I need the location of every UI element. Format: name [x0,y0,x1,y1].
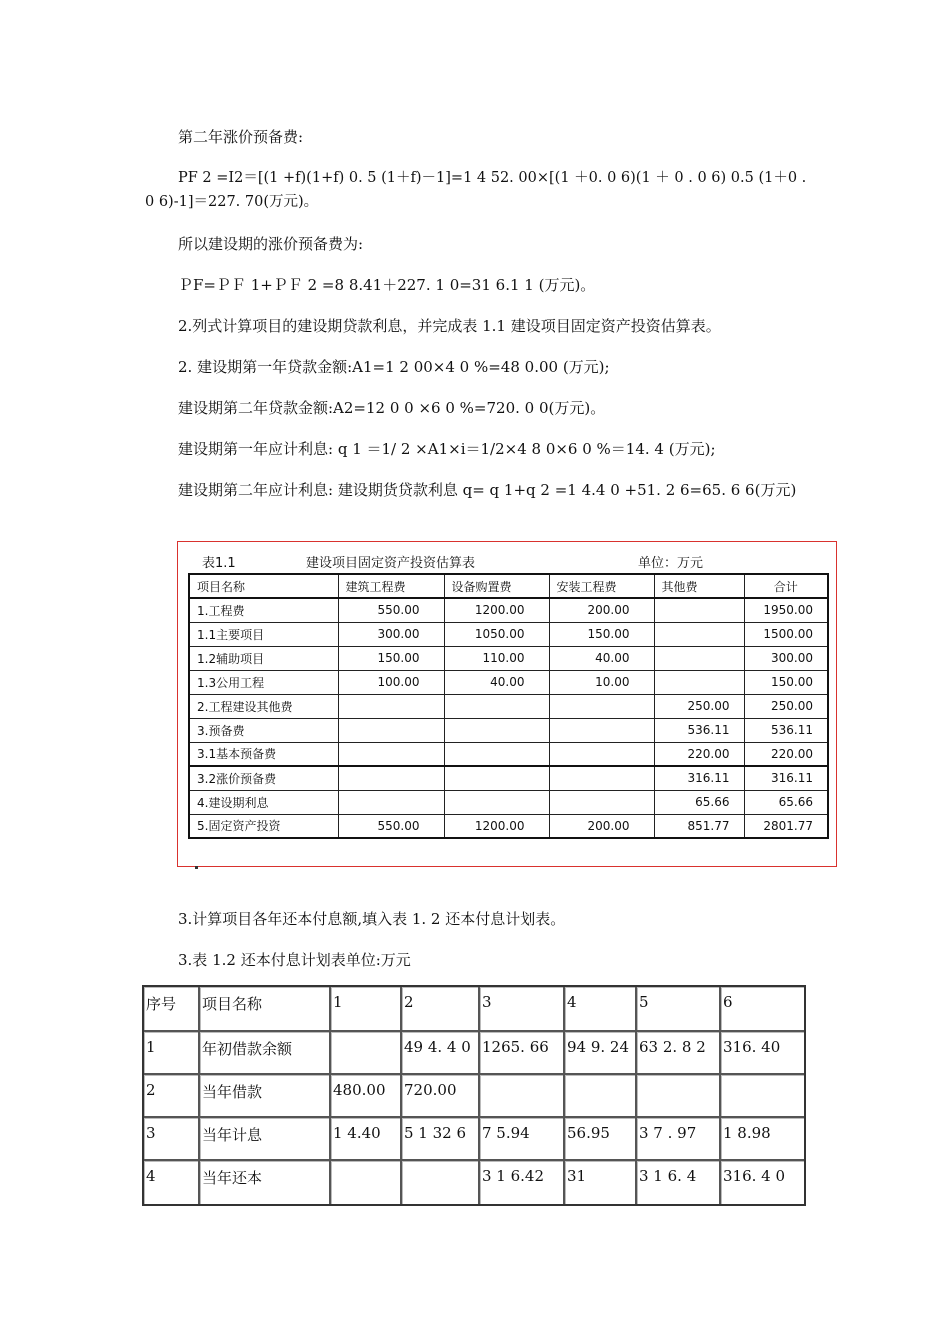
table-cell: 49 4. 4 0 [402,1032,480,1075]
table-row [189,622,828,646]
paragraph-loan-year1: 2. 建设期第一年贷款金额:A1=1 2 00×4 0 %=48 0.00 (万元); [178,358,610,376]
table-cell: 7 5.94 [480,1118,565,1161]
table-cell: 63 2. 8 2 [637,1032,721,1075]
table-cell [721,1075,804,1118]
table-cell: 1.2辅助项目 [189,646,338,670]
table-cell: 1200.00 [444,598,549,622]
table-cell: 40.00 [444,670,549,694]
table-row [189,598,828,622]
table-cell: 31 [565,1161,637,1204]
table-cell [338,766,444,790]
table-cell: 10.00 [549,670,654,694]
table-cell: 当年借款 [200,1075,331,1118]
table-cell: 3 1 6.42 [480,1161,565,1204]
table-1-1-label: 表1.1 [202,556,236,571]
table-cell [338,718,444,742]
table-row [189,814,828,838]
table-cell: 1500.00 [744,622,828,646]
column-header: 其他费 [654,574,744,598]
paragraph-pf2-formula: PF 2 =I2＝[(1 +f)(1+f) 0. 5 (1＋f)－1]=1 4 52. 00×[(1 ＋0. 0 6)(1 ＋ 0 . 0 6) 0.5 (1＋0 . 0 6)-1]＝227. 70(万元)。 [145,170,811,210]
table-cell [338,790,444,814]
table-cell [444,790,549,814]
table-cell: 56.95 [565,1118,637,1161]
table-cell: 851.77 [654,814,744,838]
table-cell: 2 [144,1075,200,1118]
table-cell: 3 1 6. 4 [637,1161,721,1204]
table-cell: 当年计息 [200,1118,331,1161]
paragraph-pf-total: ＰF=ＰＦ 1+ＰＦ 2 =8 8.41＋227. 1 0=31 6.1 1 (万元)。 [178,276,596,294]
column-header: 建筑工程费 [338,574,444,598]
table-cell: 2801.77 [744,814,828,838]
table-cell: 150.00 [338,646,444,670]
table-cell: 550.00 [338,814,444,838]
table-cell: 300.00 [338,622,444,646]
table-cell [444,718,549,742]
table-cell: 65.66 [744,790,828,814]
table-cell: 316. 40 [721,1032,804,1075]
table-cell [338,742,444,766]
table-row [189,646,828,670]
table-cell: 3 [480,987,565,1032]
column-header: 设备购置费 [444,574,549,598]
table-cell: 2 [402,987,480,1032]
table-cell: 5.固定资产投资 [189,814,338,838]
table-cell: 1050.00 [444,622,549,646]
table-row [144,1161,804,1204]
table-cell: 1 [144,1032,200,1075]
table-cell [565,1075,637,1118]
table-cell: 65.66 [654,790,744,814]
paragraph-table-1-2-caption: 3.表 1.2 还本付息计划表单位:万元 [178,951,411,969]
table-row [189,742,828,766]
table-cell: 316.11 [744,766,828,790]
table-cell: 1.3公用工程 [189,670,338,694]
column-header: 安装工程费 [549,574,654,598]
table-cell: 年初借款余额 [200,1032,331,1075]
table-1-2-header-row [144,987,804,1032]
table-row [144,1075,804,1118]
table-cell [331,1161,402,1204]
table-1-1-title: 建设项目固定资产投资估算表 [306,556,476,571]
table-cell: 100.00 [338,670,444,694]
table-1-2 [142,985,806,1206]
table-cell: 序号 [144,987,200,1032]
table-cell: 当年还本 [200,1161,331,1204]
table-cell: 220.00 [654,742,744,766]
table-cell: 316. 4 0 [721,1161,804,1204]
paragraph-construction-pf-heading: 所以建设期的涨价预备费为: [178,235,364,253]
table-cell: 1 [331,987,402,1032]
table-cell [480,1075,565,1118]
table-cell [637,1075,721,1118]
table-1-1-unit: 单位：万元 [638,556,704,571]
paragraph-question-3: 3.计算项目各年还本付息额,填入表 1. 2 还本付息计划表。 [178,910,566,928]
table-cell: 300.00 [744,646,828,670]
table-cell: 110.00 [444,646,549,670]
table-row [189,790,828,814]
paragraph-interest-year2: 建设期第二年应计利息: 建设期货贷款利息 q= q 1+q 2 =1 4.4 0 +51. 2 6=65. 6 6(万元) [178,481,797,499]
table-cell: 2.工程建设其他费 [189,694,338,718]
paragraph-second-year-heading: 第二年涨价预备费: [178,128,304,146]
paragraph-interest-year1: 建设期第一年应计利息: q 1 ＝1/ 2 ×A1×i＝1/2×4 8 0×6 0 %＝14. 4 (万元); [178,440,716,458]
column-header: 项目名称 [189,574,338,598]
table-cell: 1 4.40 [331,1118,402,1161]
table-cell [331,1032,402,1075]
table-cell [654,646,744,670]
table-cell: 1 8.98 [721,1118,804,1161]
table-cell [549,718,654,742]
table-cell: 150.00 [549,622,654,646]
table-row [189,670,828,694]
table-cell: 94 9. 24 [565,1032,637,1075]
table-cell: 250.00 [744,694,828,718]
stray-dot-mark [195,866,198,869]
table-1-1-caption [202,550,822,572]
table-cell: 3 [144,1118,200,1161]
table-cell [549,766,654,790]
table-cell: 40.00 [549,646,654,670]
table-cell: 316.11 [654,766,744,790]
table-cell: 1950.00 [744,598,828,622]
table-cell: 150.00 [744,670,828,694]
table-cell: 1265. 66 [480,1032,565,1075]
table-cell: 536.11 [744,718,828,742]
table-cell: 536.11 [654,718,744,742]
table-cell [402,1161,480,1204]
table-cell [654,598,744,622]
table-row [189,694,828,718]
table-cell: 6 [721,987,804,1032]
table-cell [549,694,654,718]
table-cell [654,622,744,646]
table-cell: 200.00 [549,598,654,622]
table-cell: 480.00 [331,1075,402,1118]
table-cell: 200.00 [549,814,654,838]
table-cell: 4 [144,1161,200,1204]
table-cell: 4 [565,987,637,1032]
table-1-1-header-row [189,574,828,598]
table-cell: 3.2涨价预备费 [189,766,338,790]
table-cell [444,766,549,790]
table-row [189,718,828,742]
column-header: 合计 [744,574,828,598]
table-cell: 3.预备费 [189,718,338,742]
table-cell [338,694,444,718]
table-cell: 1.工程费 [189,598,338,622]
table-row [144,1032,804,1075]
paragraph-loan-year2: 建设期第二年贷款金额:A2=12 0 0 ×6 0 %=720. 0 0(万元)。 [178,399,606,417]
table-cell: 1.1主要项目 [189,622,338,646]
table-cell [549,742,654,766]
table-cell [654,670,744,694]
table-cell: 550.00 [338,598,444,622]
table-row [189,766,828,790]
table-cell: 3 7 . 97 [637,1118,721,1161]
table-cell [549,790,654,814]
table-1-1-frame [177,541,837,867]
table-cell: 5 1 32 6 [402,1118,480,1161]
table-cell: 1200.00 [444,814,549,838]
paragraph-question-2: 2.列式计算项目的建设期贷款利息，并完成表 1.1 建设项目固定资产投资估算表。 [178,317,721,335]
table-cell: 4.建设期利息 [189,790,338,814]
table-cell: 项目名称 [200,987,331,1032]
table-cell [444,694,549,718]
table-1-1 [188,573,829,839]
table-cell: 3.1基本预备费 [189,742,338,766]
table-cell: 5 [637,987,721,1032]
table-row [144,1118,804,1161]
table-cell: 220.00 [744,742,828,766]
table-cell: 250.00 [654,694,744,718]
table-cell: 720.00 [402,1075,480,1118]
table-cell [444,742,549,766]
